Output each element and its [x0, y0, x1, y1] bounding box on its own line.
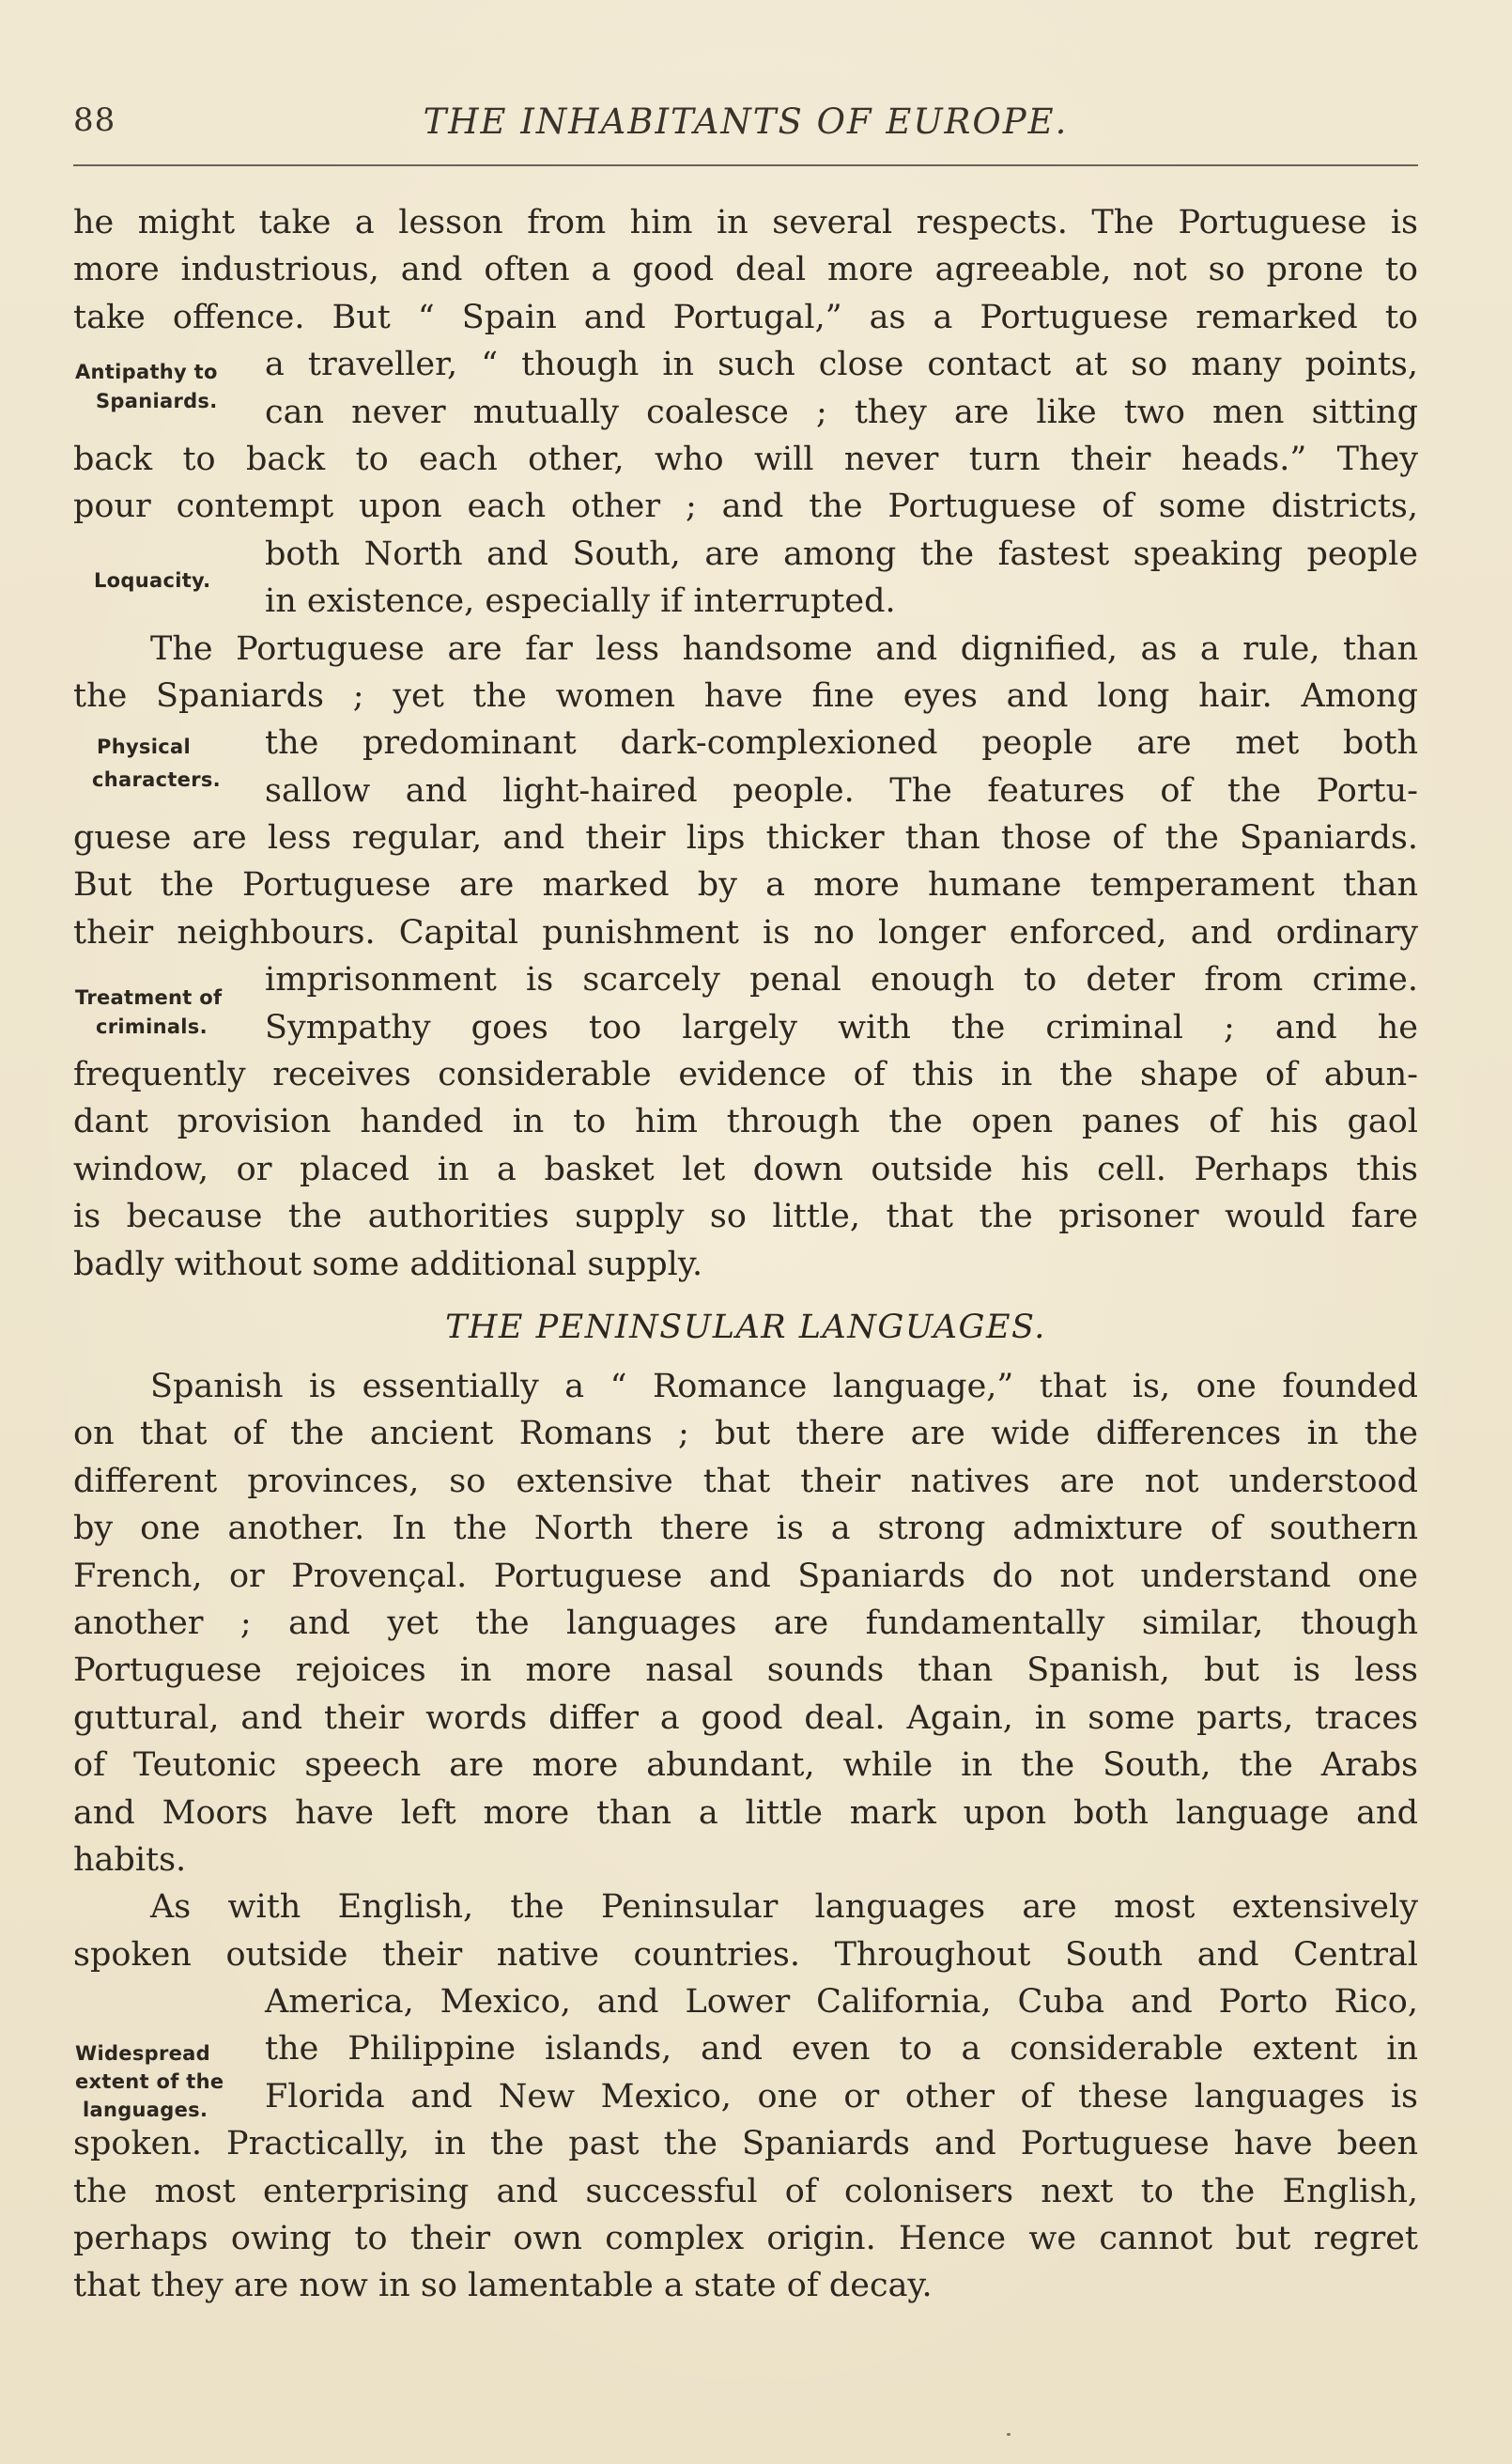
text-line: habits. — [73, 1840, 187, 1879]
text-line: different provinces, so extensive that their natives are not understood — [73, 1462, 1418, 1500]
body-text — [73, 199, 1418, 2310]
text-line: perhaps owing to their own complex origin. Hence we cannot but regret — [73, 2220, 1418, 2258]
text-line: and Moors have left more than a little mark upon both language and — [73, 1793, 1418, 1832]
text-line: pour contempt upon each other ; and the Portuguese of some districts, — [73, 488, 1418, 526]
margin-note-physical-2: characters. — [92, 768, 221, 791]
text-line: is because the authorities supply so little, that the prisoner would fare — [73, 1198, 1418, 1236]
text-line: can never mutually coalesce ; they are like two men sitting — [265, 393, 1418, 431]
text-line: more industrious, and often a good deal more agreeable, not so prone to — [73, 251, 1418, 289]
margin-note-loquacity: Loquacity. — [94, 569, 211, 592]
text-line: the predominant dark-complexioned people are met both — [265, 724, 1418, 763]
margin-note-physical-1: Physical — [97, 736, 191, 758]
text-line: the Philippine islands, and even to a considerable extent in — [265, 2030, 1418, 2069]
text-line: of Teutonic speech are more abundant, while in the South, the Arabs — [73, 1746, 1418, 1785]
text-line: another ; and yet the languages are fundamentally similar, though — [73, 1604, 1418, 1642]
page-number: 88 — [73, 101, 116, 139]
text-line: the most enterprising and successful of colonisers next to the English, — [73, 2172, 1418, 2210]
text-line: both North and South, are among the fastest speaking people — [265, 535, 1418, 573]
margin-note-treatment-2: criminals. — [96, 1015, 208, 1038]
text-line: But the Portuguese are marked by a more humane temperament than — [73, 866, 1418, 905]
text-line: in existence, especially if interrupted. — [265, 582, 896, 621]
text-line: dant provision handed in to him through the open panes of his gaol — [73, 1103, 1418, 1141]
text-line: the Spaniards ; yet the women have fine eyes and long hair. Among — [73, 676, 1418, 715]
text-line: badly without some additional supply. — [73, 1245, 703, 1283]
margin-note-widespread-2: extent of the — [75, 2070, 224, 2093]
text-line: he might take a lesson from him in several respects. The Portuguese is — [73, 204, 1418, 241]
text-line: take offence. But “ Spain and Portugal,” as a Portuguese remarked to — [73, 298, 1418, 336]
text-line: spoken. Practically, in the past the Spaniards and Portuguese have been — [73, 2125, 1418, 2163]
text-line: spoken outside their native countries. Throughout South and Central — [73, 1935, 1418, 1974]
text-line: Spanish is essentially a “ Romance language,” that is, one founded — [150, 1367, 1418, 1405]
text-line: their neighbours. Capital punishment is no longer enforced, and ordinary — [73, 913, 1418, 952]
text-line: on that of the ancient Romans ; but there are wide differences in the — [73, 1415, 1418, 1453]
text-line: Portuguese rejoices in more nasal sounds than Spanish, but is less — [73, 1651, 1418, 1690]
text-line: sallow and light-haired people. The features of the Portu- — [265, 771, 1418, 810]
text-line: America, Mexico, and Lower California, Cuba and Porto Rico, — [265, 1983, 1418, 2022]
paper-speck — [1007, 2433, 1011, 2436]
text-line: frequently receives considerable evidence of this in the shape of abun- — [73, 1056, 1418, 1094]
text-line: As with English, the Peninsular languages are most extensively — [150, 1888, 1418, 1927]
header-rule — [73, 164, 1418, 166]
margin-note-antipathy-1: Antipathy to — [75, 361, 218, 383]
margin-note-antipathy-2: Spaniards. — [96, 390, 218, 412]
text-line: French, or Provençal. Portuguese and Spaniards do not understand one — [73, 1557, 1418, 1595]
running-head: THE INHABITANTS OF EUROPE. — [423, 101, 1069, 142]
text-line: Sympathy goes too largely with the criminal ; and he — [265, 1008, 1418, 1046]
margin-note-widespread-3: languages. — [83, 2099, 208, 2121]
text-line: back to back to each other, who will never turn their heads.” They — [73, 440, 1418, 478]
text-line: by one another. In the North there is a strong admixture of southern — [73, 1510, 1418, 1548]
margin-note-treatment-1: Treatment of — [75, 986, 223, 1009]
page-header — [73, 101, 1418, 158]
text-line: The Portuguese are far less handsome and dignified, as a rule, than — [150, 629, 1418, 668]
text-line: Florida and New Mexico, one or other of these languages is — [265, 2077, 1418, 2115]
section-title: THE PENINSULAR LANGUAGES. — [445, 1308, 1046, 1346]
text-line: guttural, and their words differ a good deal. Again, in some parts, traces — [73, 1698, 1418, 1737]
text-line: imprisonment is scarcely penal enough to deter from crime. — [265, 961, 1418, 1000]
text-line: that they are now in so lamentable a state of decay. — [73, 2267, 933, 2305]
margin-note-widespread-1: Widespread — [75, 2042, 210, 2065]
text-line: window, or placed in a basket let down outside his cell. Perhaps this — [73, 1150, 1418, 1188]
text-line: guese are less regular, and their lips thicker than those of the Spaniards. — [73, 819, 1418, 858]
text-line: a traveller, “ though in such close contact at so many points, — [265, 346, 1418, 384]
